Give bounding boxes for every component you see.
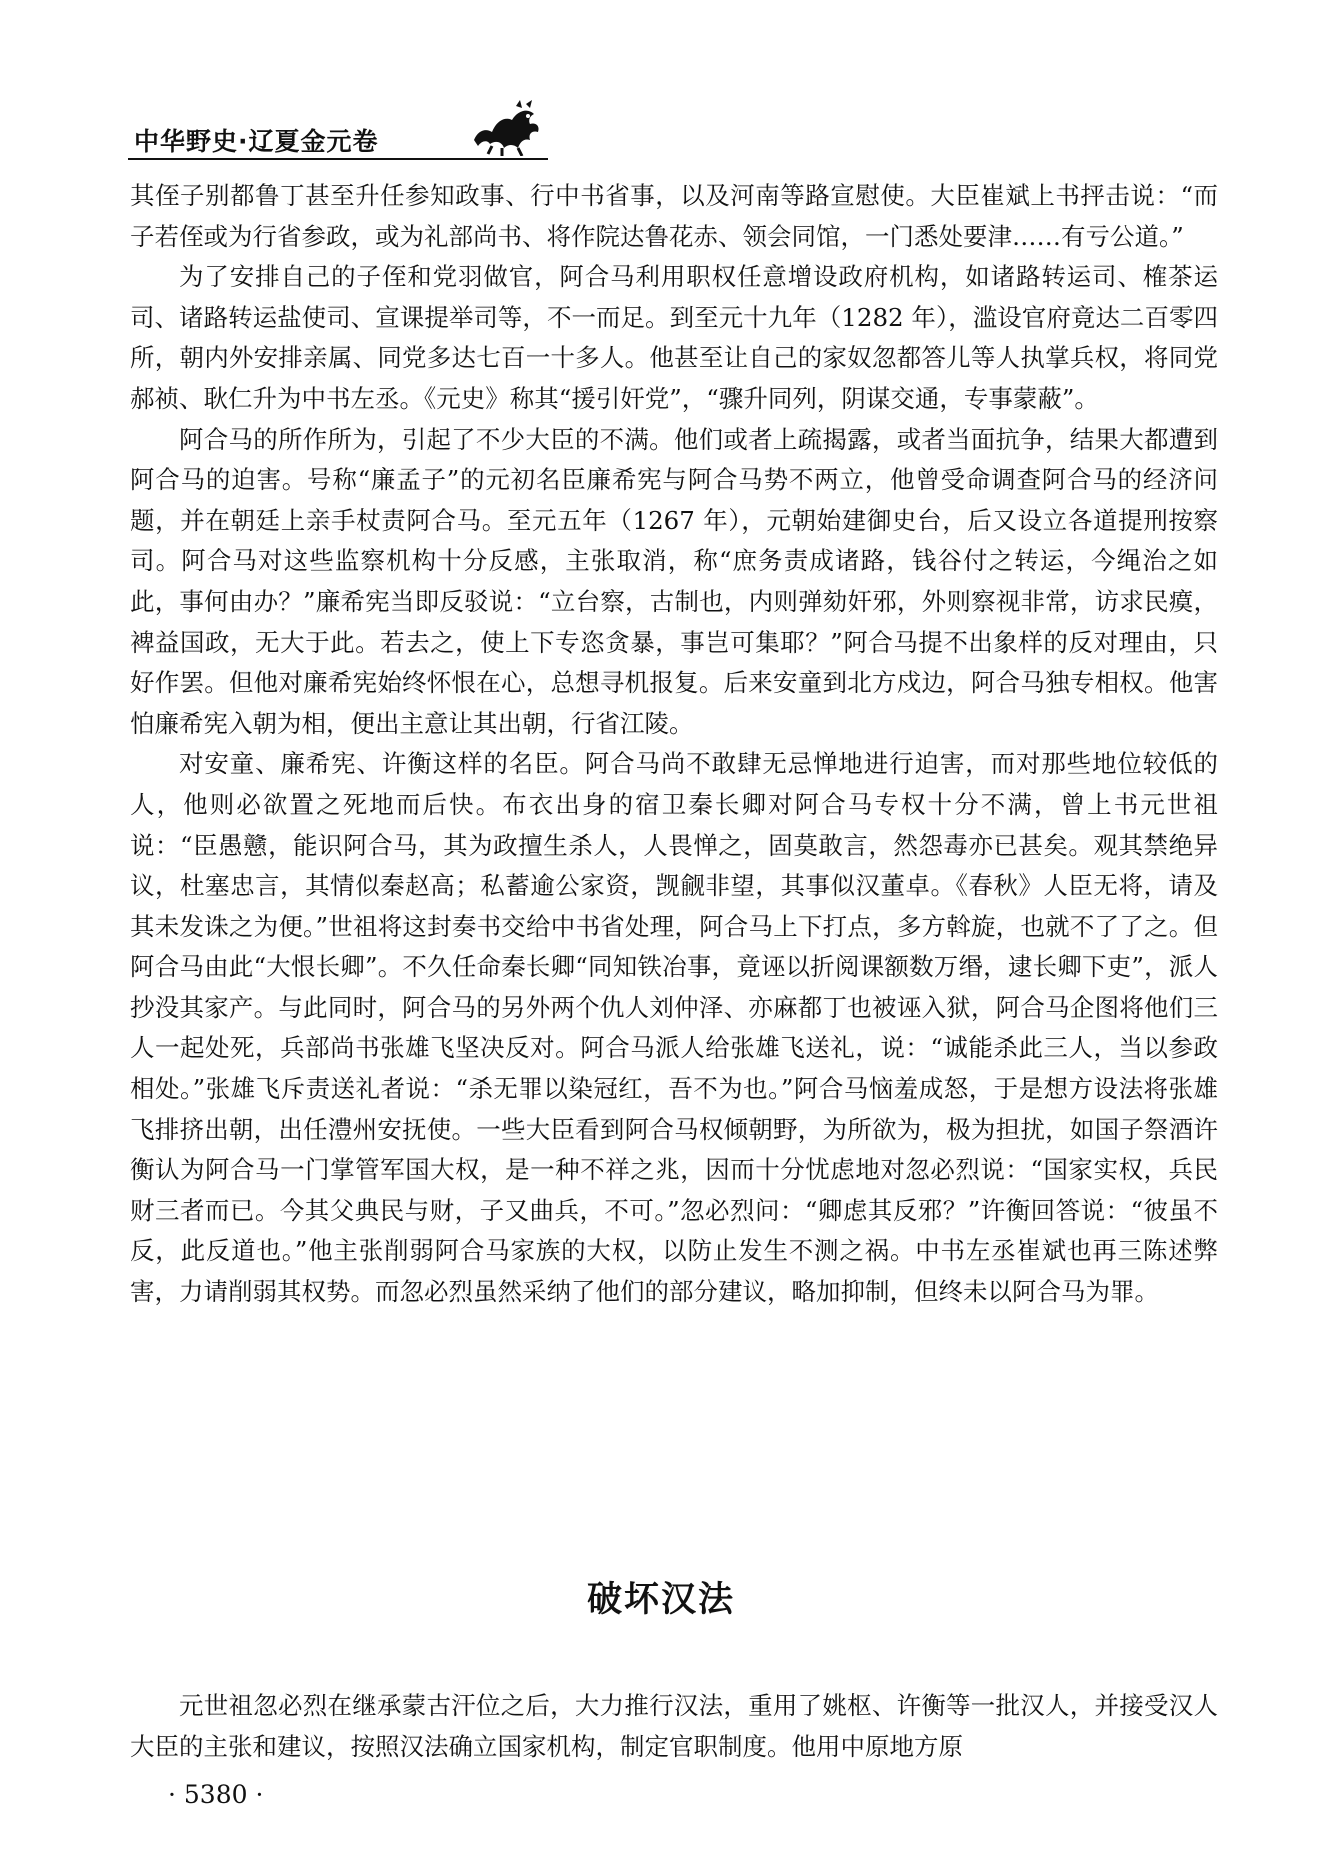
section-body [130, 1686, 1218, 1767]
body-text [130, 176, 1218, 1313]
paragraph: 为了安排自己的子侄和党羽做官，阿合马利用职权任意增设政府机构，如诸路转运司、榷茶运司、诸路转运盐使司、宣课提举司等，不一而足。到至元十九年（1282 年），滥设官府竟达二百零四所，朝内外安排亲属、同党多达七百一十多人。他甚至让自己的家奴忽都答儿等人执掌兵权，将同党郝祯、耿仁升为中书左丞。《元史》称其“援引奸党”，“骤升同列，阴谋交通，专事蒙蔽”。 [130, 262, 1218, 413]
paragraph: 元世祖忽必烈在继承蒙古汗位之后，大力推行汉法，重用了姚枢、许衡等一批汉人，并接受汉人大臣的主张和建议，按照汉法确立国家机构，制定官职制度。他用中原地方原 [130, 1691, 1218, 1761]
header-rule [128, 158, 548, 160]
running-header [128, 100, 548, 158]
paragraph: 阿合马的所作所为，引起了不少大臣的不满。他们或者上疏揭露，或者当面抗争，结果大都遭到阿合马的迫害。号称“廉孟子”的元初名臣廉希宪与阿合马势不两立，他曾受命调查阿合马的经济问题，并在朝廷上亲手杖责阿合马。至元五年（1267 年），元朝始建御史台，后又设立各道提刑按察司。阿合马对这些监察机构十分反感，主张取消，称“庶务责成诸路，钱谷付之转运，今绳治之如此，事何由办？”廉希宪当即反驳说：“立台察，古制也，内则弹劾奸邪，外则察视非常，访求民瘼，裨益国政，无大于此。若去之，使上下专恣贪暴，事岂可集耶？”阿合马提不出象样的反对理由，只好作罢。但他对廉希宪始终怀恨在心，总想寻机报复。后来安童到北方戍边，阿合马独专相权。他害怕廉希宪入朝为相，便出主意让其出朝，行省江陵。 [130, 424, 1218, 738]
paragraph: 对安童、廉希宪、许衡这样的名臣。阿合马尚不敢肆无忌惮地进行迫害，而对那些地位较低的人，他则必欲置之死地而后快。布衣出身的宿卫秦长卿对阿合马专权十分不满，曾上书元世祖说：“臣愚戆，能识阿合马，其为政擅生杀人，人畏惮之，固莫敢言，然怨毒亦已甚矣。观其禁绝异议，杜塞忠言，其情似秦赵高；私蓄逾公家资，觊觎非望，其事似汉董卓。《春秋》人臣无将，请及其未发诛之为便。”世祖将这封奏书交给中书省处理，阿合马上下打点，多方斡旋，也就不了了之。但阿合马由此“大恨长卿”。不久任命秦长卿“同知铁冶事，竟诬以折阅课额数万缗，逮长卿下吏”，派人抄没其家产。与此同时，阿合马的另外两个仇人刘仲泽、亦麻都丁也被诬入狱，阿合马企图将他们三人一起处死，兵部尚书张雄飞坚决反对。阿合马派人给张雄飞送礼，说：“诚能杀此三人，当以参政相处。”张雄飞斥责送礼者说：“杀无罪以染冠红，吾不为也。”阿合马恼羞成怒，于是想方设法将张雄飞排挤出朝，出任澧州安抚使。一些大臣看到阿合马权倾朝野，为所欲为，极为担扰，如国子祭酒许衡认为阿合马一门掌管军国大权，是一种不祥之兆，因而十分忧虑地对忽必烈说：“国家实权，兵民财三者而已。今其父典民与财，子又曲兵，不可。”忽必烈问：“卿虑其反邪？”许衡回答说：“彼虽不反，此反道也。”他主张削弱阿合马家族的大权，以防止发生不测之祸。中书左丞崔斌也再三陈述弊害，力请削弱其权势。而忽必烈虽然采纳了他们的部分建议，略加抑制，但终未以阿合马为罪。 [130, 749, 1218, 1307]
page-number: · 5380 · [168, 1780, 264, 1809]
section-title: 破坏汉法 [586, 1580, 735, 1620]
dragon-logo-icon [468, 100, 546, 156]
paragraph: 其侄子别都鲁丁甚至升任参知政事、行中书省事，以及河南等路宣慰使。大臣崔斌上书抨击说：“而子若侄或为行省参政，或为礼部尚书、将作院达鲁花赤、领会同馆，一门悉处要津……有亏公道。” [130, 181, 1218, 251]
header-title: 中华野史·辽夏金元卷 [134, 127, 379, 156]
